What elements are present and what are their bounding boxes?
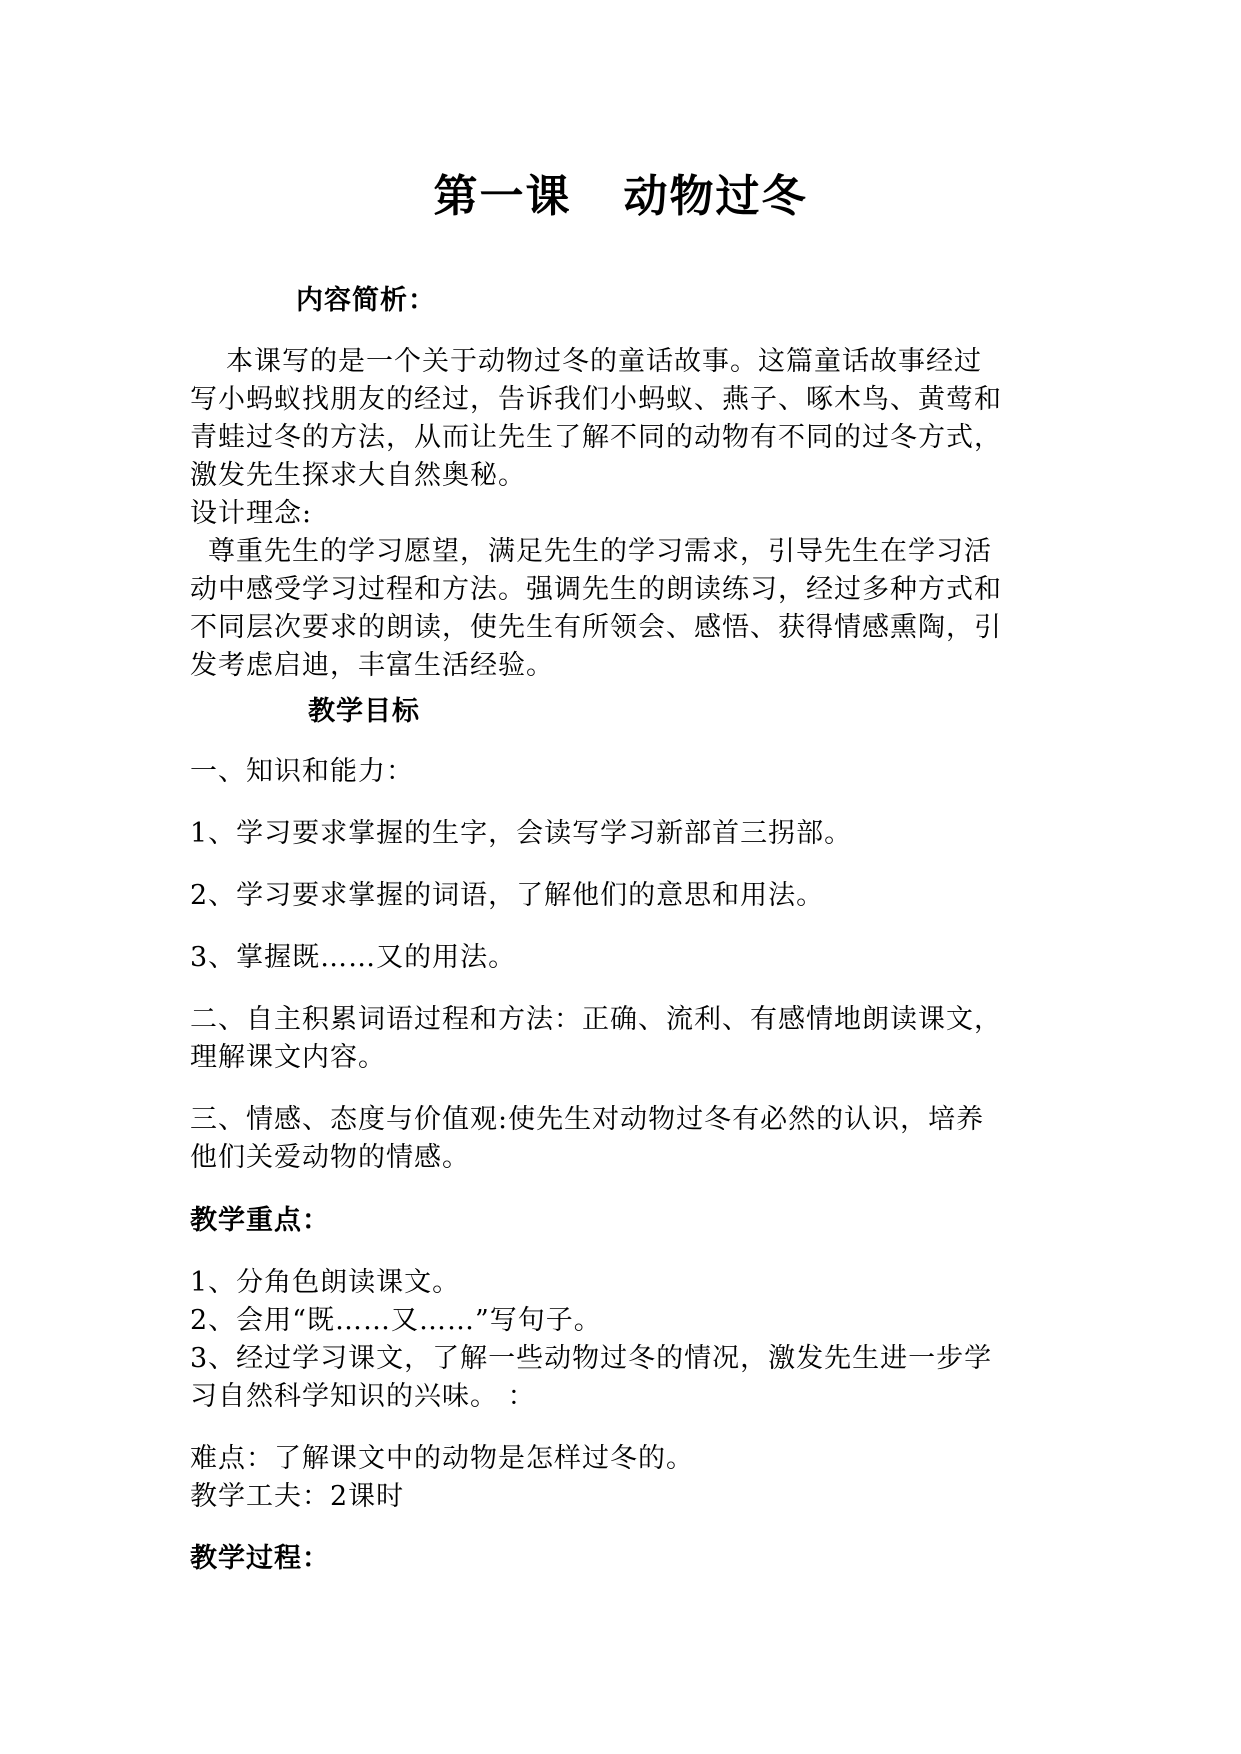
- focus-item: 1、分角色朗读课文。: [190, 1267, 461, 1298]
- knowledge-heading: 一、知识和能力：: [190, 756, 414, 787]
- goal-item: 2、学习要求掌握的词语，了解他们的意思和用法。: [190, 880, 825, 911]
- content-analysis-line: 本课写的是一个关于动物过冬的童话故事。这篇童话故事经过: [226, 346, 982, 377]
- emotion-values-line: 三、情感、态度与价值观:使先生对动物过冬有必然的认识，培养: [190, 1104, 985, 1135]
- focus-item: 3、经过学习课文，了解一些动物过冬的情况，激发先生进一步学: [190, 1343, 993, 1374]
- design-concept-line: 尊重先生的学习愿望，满足先生的学习需求，引导先生在学习活: [208, 536, 992, 567]
- teaching-focus-heading: 教学重点：: [190, 1205, 330, 1236]
- goal-item: 3、掌握既……又的用法。: [190, 942, 517, 973]
- emotion-values-line: 他们关爱动物的情感。: [190, 1142, 470, 1173]
- process-method-line: 二、自主积累词语过程和方法：正确、流利、有感情地朗读课文，: [190, 1004, 1002, 1035]
- content-analysis-line: 写小蚂蚁找朋友的经过，告诉我们小蚂蚁、燕子、啄木鸟、黄莺和: [190, 384, 1002, 415]
- focus-item: 2、会用“既……又……”写句子。: [190, 1305, 602, 1336]
- design-concept-line: 动中感受学习过程和方法。强调先生的朗读练习，经过多种方式和: [190, 574, 1002, 605]
- process-method-line: 理解课文内容。: [190, 1042, 386, 1073]
- difficulty-text: 难点：了解课文中的动物是怎样过冬的。: [190, 1443, 694, 1474]
- goal-item: 1、学习要求掌握的生字，会读写学习新部首三拐部。: [190, 818, 853, 849]
- page-title: 第一课 动物过冬: [433, 171, 808, 222]
- design-concept-line: 发考虑启迪，丰富生活经验。: [190, 650, 554, 681]
- duration-text: 教学工夫：2课时: [190, 1481, 405, 1512]
- design-concept-heading: 设计理念:: [190, 498, 313, 529]
- content-analysis-line: 激发先生探求大自然奥秘。: [190, 460, 526, 491]
- design-concept-line: 不同层次要求的朗读，使先生有所领会、感悟、获得情感熏陶，引: [190, 612, 1002, 643]
- content-analysis-heading: 内容简析：: [296, 285, 436, 316]
- focus-item: 习自然科学知识的兴味。 ：: [190, 1381, 536, 1412]
- teaching-process-heading: 教学过程：: [190, 1543, 330, 1574]
- teaching-goals-heading: 教学目标: [308, 696, 420, 727]
- content-analysis-line: 青蛙过冬的方法，从而让先生了解不同的动物有不同的过冬方式，: [190, 422, 1002, 453]
